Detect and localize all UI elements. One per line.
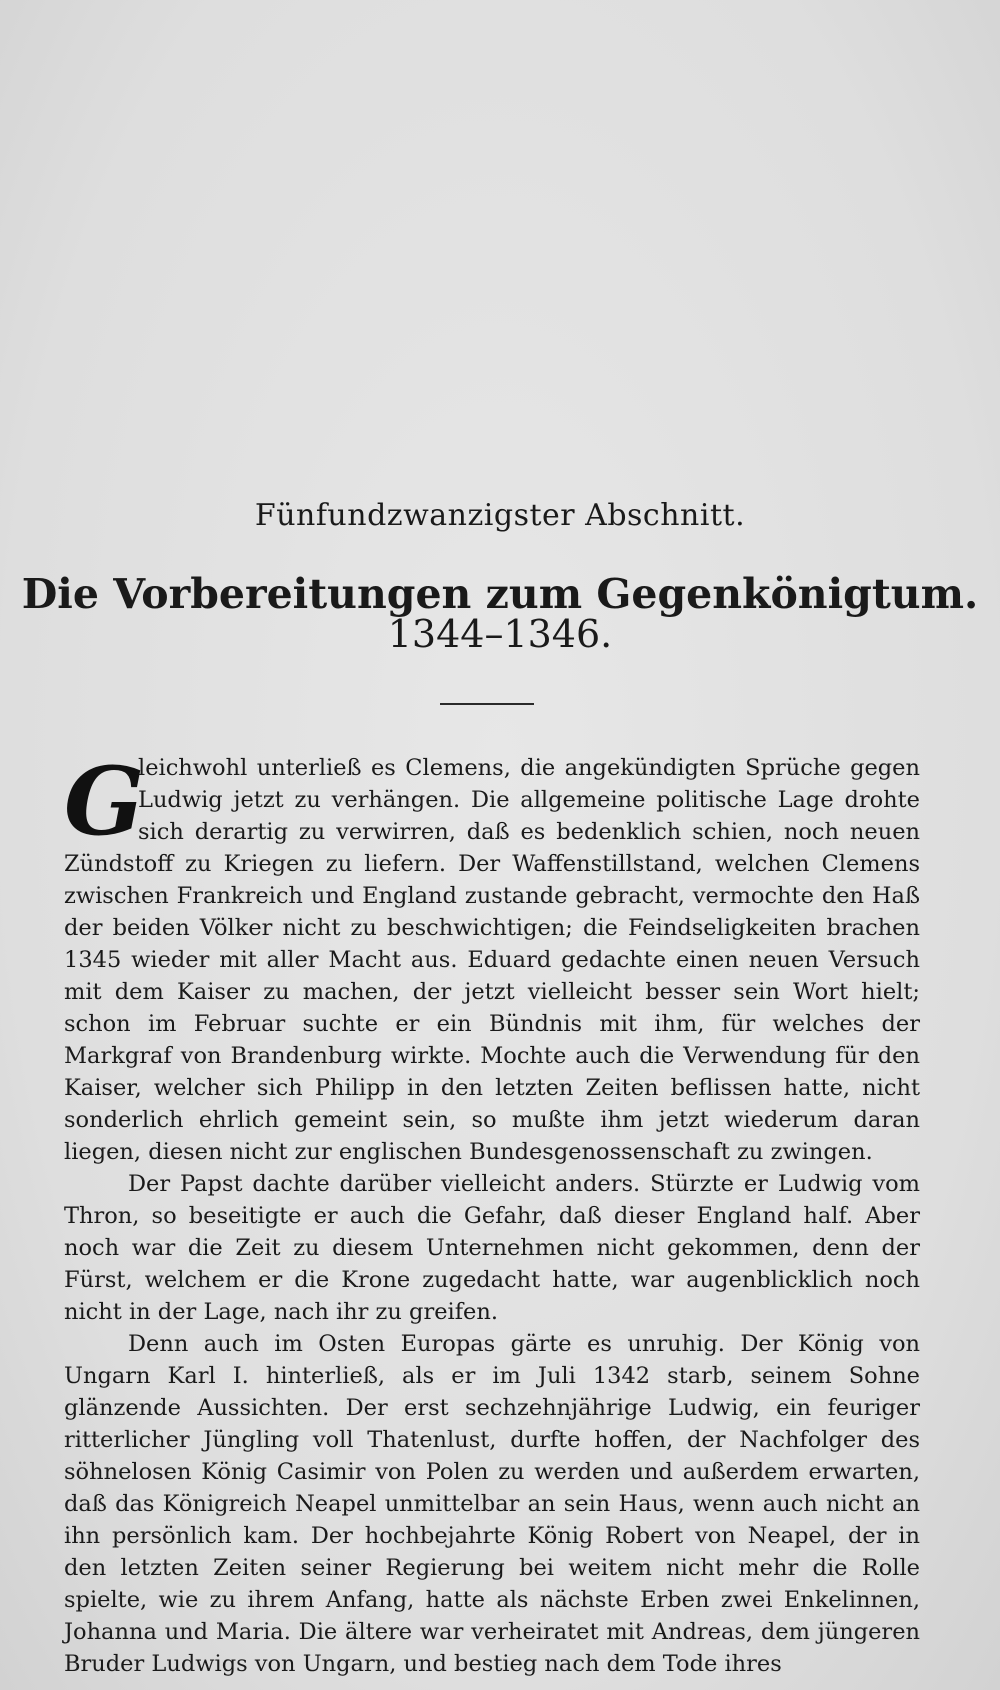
title-divider [440,703,534,705]
body-text [64,747,920,1680]
paragraph-1-text: leichwohl unterließ es Clemens, die angekündigten Sprüche gegen Ludwig jetzt zu verhängen. Die allgemeine politische Lage drohte sich derartig zu verwirren, daß es bedenklich schien, noch neuen Zündstoff zu Kriegen zu liefern. Der Waffenstillstand, welchen Clemens zwischen Frankreich und England zustande gebracht, vermochte den Haß der beiden Völker nicht zu beschwichtigen; die Feindseligkeiten brachen 1345 wieder mit aller Macht aus. Eduard gedachte einen neuen Versuch mit dem Kaiser zu machen, der jetzt vielleicht besser sein Wort hielt; schon im Februar suchte er ein Bündnis mit ihm, für welches der Markgraf von Brandenburg wirkte. Mochte auch die Verwendung für den Kaiser, welcher sich Philipp in den letzten Zeiten beflissen hatte, nicht sonderlich ehrlich gemeint sein, so mußte ihm jetzt wiederum daran liegen, diesen nicht zur englischen Bundesgenossenschaft zu zwingen. [64,755,920,1165]
chapter-label: Fünfundzwanzigster Abschnitt. [254,498,746,533]
drop-cap-initial: G [64,747,145,857]
paragraph-3: Denn auch im Osten Europas gärte es unruhig. Der König von Ungarn Karl I. hinterließ, als er im Juli 1342 starb, seinem Sohne glänzende Aussichten. Der erst sechzehnjährige Ludwig, ein feuriger ritterlicher Jüngling voll Thatenlust, durfte hoffen, der Nachfolger des söhnelosen König Casimir von Polen zu werden und außerdem erwarten, daß das Königreich Neapel unmittelbar an sein Haus, wenn auch nicht an ihn persönlich kam. Der hochbejahrte König Robert von Neapel, der in den letzten Zeiten seiner Regierung bei weitem nicht mehr die Rolle spielte, wie zu ihrem Anfang, hatte als nächste Erben zwei Enkelinnen, Johanna und Maria. Die ältere war verheiratet mit Andreas, dem jüngeren Bruder Ludwigs von Ungarn, und bestieg nach dem Tode ihres [64,1331,920,1677]
chapter-title: Die Vorbereitungen zum Gegenkönigtum. [21,570,979,618]
paragraph-1 [64,747,920,1168]
chapter-years: 1344–1346. [387,612,613,656]
paragraph-2: Der Papst dachte darüber vielleicht anders. Stürzte er Ludwig vom Thron, so beseitigte er auch die Gefahr, daß dieser England half. Aber noch war die Zeit zu diesem Unternehmen nicht gekommen, denn der Fürst, welchem er die Krone zugedacht hatte, war augenblicklich noch nicht in der Lage, nach ihr zu greifen. [64,1171,920,1325]
